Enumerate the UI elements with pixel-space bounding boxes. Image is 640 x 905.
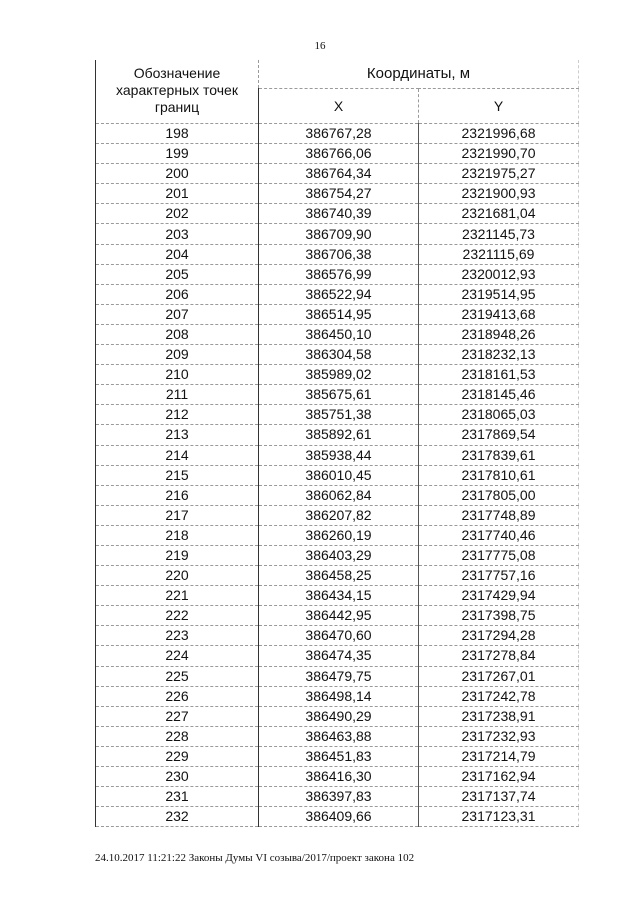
point-cell: 225 <box>96 666 259 686</box>
point-cell: 199 <box>96 144 259 164</box>
point-cell: 205 <box>96 264 259 284</box>
table-row <box>96 485 579 505</box>
point-cell: 219 <box>96 545 259 565</box>
y-cell: 2317775,08 <box>419 545 579 565</box>
y-cell: 2317398,75 <box>419 606 579 626</box>
x-cell: 386434,15 <box>259 586 419 606</box>
footer-text: 24.10.2017 11:21:22 Законы Думы VI созыва/2017/проект закона 102 <box>95 852 415 864</box>
point-cell: 200 <box>96 164 259 184</box>
point-cell: 208 <box>96 324 259 344</box>
coordinates-table <box>95 60 579 827</box>
y-cell: 2317267,01 <box>419 666 579 686</box>
table-row <box>96 204 579 224</box>
table-row <box>96 787 579 807</box>
x-cell: 386709,90 <box>259 224 419 244</box>
x-cell: 386450,10 <box>259 324 419 344</box>
point-cell: 211 <box>96 385 259 405</box>
x-cell: 386498,14 <box>259 686 419 706</box>
table-row <box>96 566 579 586</box>
table-row <box>96 706 579 726</box>
table-row <box>96 164 579 184</box>
point-cell: 201 <box>96 184 259 204</box>
y-cell: 2317232,93 <box>419 726 579 746</box>
y-cell: 2317137,74 <box>419 787 579 807</box>
table-row <box>96 284 579 304</box>
point-cell: 220 <box>96 566 259 586</box>
x-cell: 386522,94 <box>259 284 419 304</box>
table-row <box>96 304 579 324</box>
y-cell: 2318161,53 <box>419 365 579 385</box>
x-cell: 385989,02 <box>259 365 419 385</box>
point-cell: 214 <box>96 445 259 465</box>
point-cell: 215 <box>96 465 259 485</box>
x-cell: 386260,19 <box>259 525 419 545</box>
table-row <box>96 666 579 686</box>
table-row <box>96 606 579 626</box>
table-row <box>96 686 579 706</box>
x-cell: 386740,39 <box>259 204 419 224</box>
y-cell: 2317805,00 <box>419 485 579 505</box>
x-cell: 386490,29 <box>259 706 419 726</box>
x-cell: 386397,83 <box>259 787 419 807</box>
x-cell: 386576,99 <box>259 264 419 284</box>
point-cell: 223 <box>96 626 259 646</box>
y-cell: 2318145,46 <box>419 385 579 405</box>
table-row <box>96 264 579 284</box>
table-row <box>96 345 579 365</box>
table-row <box>96 525 579 545</box>
y-cell: 2321975,27 <box>419 164 579 184</box>
table-row <box>96 586 579 606</box>
y-cell: 2317740,46 <box>419 525 579 545</box>
x-cell: 386062,84 <box>259 485 419 505</box>
point-cell: 217 <box>96 505 259 525</box>
x-cell: 386766,06 <box>259 144 419 164</box>
point-cell: 218 <box>96 525 259 545</box>
point-cell: 210 <box>96 365 259 385</box>
y-cell: 2318232,13 <box>419 345 579 365</box>
table-row <box>96 465 579 485</box>
y-cell: 2318065,03 <box>419 405 579 425</box>
x-cell: 386463,88 <box>259 726 419 746</box>
x-cell: 386514,95 <box>259 304 419 324</box>
y-cell: 2317123,31 <box>419 807 579 827</box>
point-cell: 209 <box>96 345 259 365</box>
table-row <box>96 545 579 565</box>
y-cell: 2317238,91 <box>419 706 579 726</box>
y-cell: 2317242,78 <box>419 686 579 706</box>
point-cell: 216 <box>96 485 259 505</box>
x-cell: 386416,30 <box>259 767 419 787</box>
page-number: 16 <box>314 40 326 52</box>
table-row <box>96 244 579 264</box>
x-cell: 386409,66 <box>259 807 419 827</box>
x-cell: 385751,38 <box>259 405 419 425</box>
x-cell: 386403,29 <box>259 545 419 565</box>
table-row <box>96 124 579 144</box>
point-cell: 226 <box>96 686 259 706</box>
y-cell: 2317278,84 <box>419 646 579 666</box>
table-row <box>96 626 579 646</box>
x-cell: 386207,82 <box>259 505 419 525</box>
table-row <box>96 324 579 344</box>
x-cell: 386764,34 <box>259 164 419 184</box>
x-cell: 386458,25 <box>259 566 419 586</box>
table-header <box>96 60 579 124</box>
table-row <box>96 144 579 164</box>
x-cell: 386479,75 <box>259 666 419 686</box>
x-cell: 386451,83 <box>259 746 419 766</box>
y-cell: 2317839,61 <box>419 445 579 465</box>
y-cell: 2317214,79 <box>419 746 579 766</box>
table-body <box>96 124 579 827</box>
y-cell: 2320012,93 <box>419 264 579 284</box>
point-cell: 224 <box>96 646 259 666</box>
point-cell: 198 <box>96 124 259 144</box>
table-row <box>96 807 579 827</box>
y-cell: 2321990,70 <box>419 144 579 164</box>
y-cell: 2319413,68 <box>419 304 579 324</box>
x-cell: 385675,61 <box>259 385 419 405</box>
point-cell: 230 <box>96 767 259 787</box>
header-point-label: Обозначение характерных точек границ <box>96 60 259 124</box>
x-cell: 386304,58 <box>259 345 419 365</box>
x-cell: 386767,28 <box>259 124 419 144</box>
x-cell: 386474,35 <box>259 646 419 666</box>
y-cell: 2317294,28 <box>419 626 579 646</box>
table-row <box>96 184 579 204</box>
table-row <box>96 425 579 445</box>
point-cell: 229 <box>96 746 259 766</box>
x-cell: 385892,61 <box>259 425 419 445</box>
y-cell: 2321681,04 <box>419 204 579 224</box>
y-cell: 2319514,95 <box>419 284 579 304</box>
table-row <box>96 505 579 525</box>
x-cell: 385938,44 <box>259 445 419 465</box>
point-cell: 231 <box>96 787 259 807</box>
y-cell: 2321900,93 <box>419 184 579 204</box>
point-cell: 202 <box>96 204 259 224</box>
header-coords-label: Координаты, м <box>259 60 579 89</box>
table-row <box>96 767 579 787</box>
table-row <box>96 365 579 385</box>
table-row <box>96 385 579 405</box>
y-cell: 2317810,61 <box>419 465 579 485</box>
point-cell: 204 <box>96 244 259 264</box>
y-cell: 2317162,94 <box>419 767 579 787</box>
y-cell: 2321115,69 <box>419 244 579 264</box>
table-row <box>96 646 579 666</box>
point-cell: 228 <box>96 726 259 746</box>
table-row <box>96 224 579 244</box>
x-cell: 386754,27 <box>259 184 419 204</box>
x-cell: 386442,95 <box>259 606 419 626</box>
x-cell: 386010,45 <box>259 465 419 485</box>
header-x-label: X <box>259 89 419 124</box>
y-cell: 2321145,73 <box>419 224 579 244</box>
point-cell: 206 <box>96 284 259 304</box>
x-cell: 386470,60 <box>259 626 419 646</box>
point-cell: 227 <box>96 706 259 726</box>
table-row <box>96 445 579 465</box>
point-cell: 203 <box>96 224 259 244</box>
point-cell: 222 <box>96 606 259 626</box>
point-cell: 212 <box>96 405 259 425</box>
point-cell: 213 <box>96 425 259 445</box>
point-cell: 221 <box>96 586 259 606</box>
y-cell: 2317429,94 <box>419 586 579 606</box>
table-row <box>96 405 579 425</box>
point-cell: 232 <box>96 807 259 827</box>
table-row <box>96 746 579 766</box>
y-cell: 2317748,89 <box>419 505 579 525</box>
x-cell: 386706,38 <box>259 244 419 264</box>
table-header-row <box>96 60 579 89</box>
point-cell: 207 <box>96 304 259 324</box>
header-y-label: Y <box>419 89 579 124</box>
y-cell: 2318948,26 <box>419 324 579 344</box>
y-cell: 2317757,16 <box>419 566 579 586</box>
y-cell: 2317869,54 <box>419 425 579 445</box>
table-row <box>96 726 579 746</box>
y-cell: 2321996,68 <box>419 124 579 144</box>
